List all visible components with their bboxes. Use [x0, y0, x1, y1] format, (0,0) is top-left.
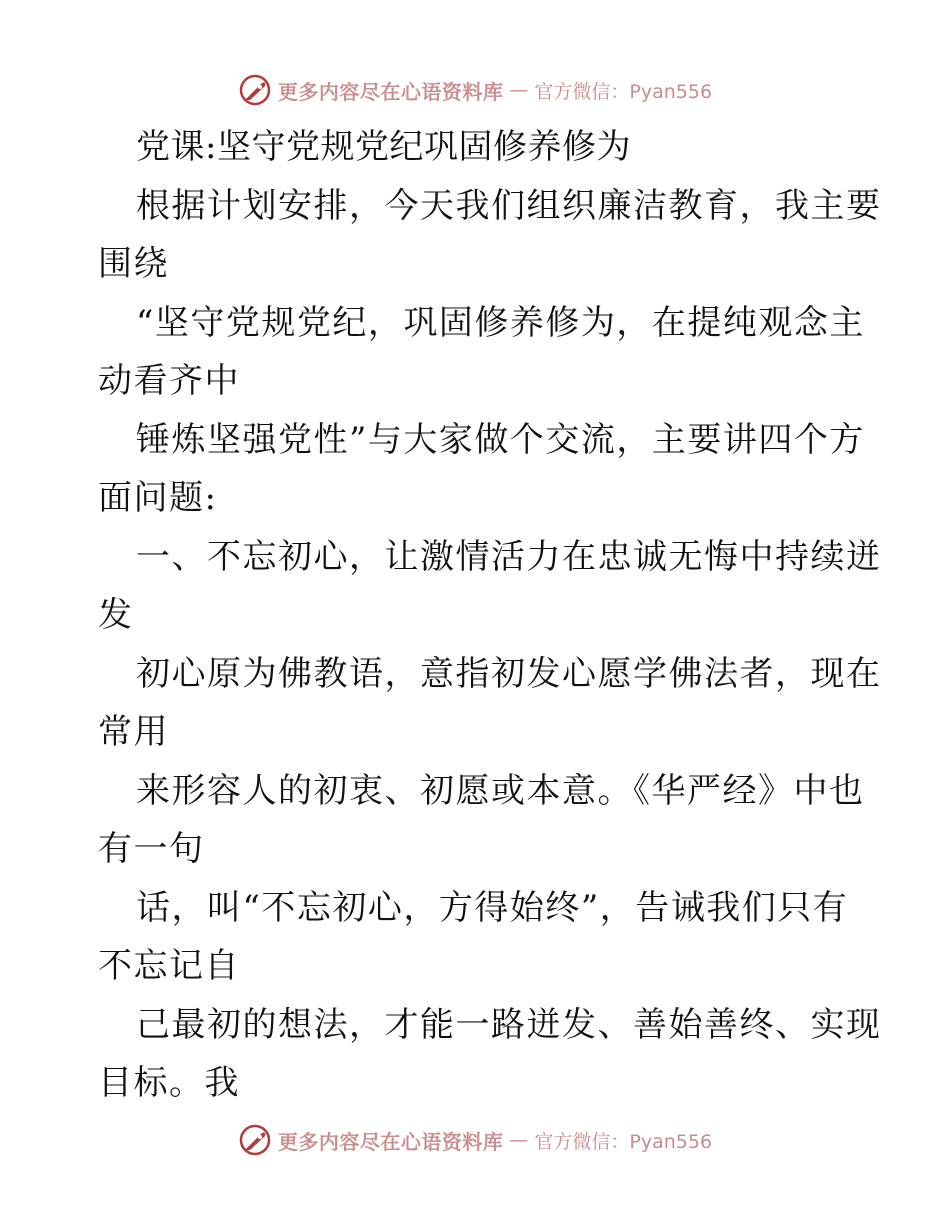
watermark-wechat: 官方微信：Pyan556 [534, 1130, 713, 1153]
paragraph-line: 常用 [98, 712, 169, 752]
paragraph-line: 围绕 [98, 244, 169, 284]
watermark-dash: — [509, 79, 529, 101]
footer-watermark [0, 1120, 950, 1160]
paragraph-line: 不忘记自 [98, 946, 240, 986]
paragraph-line: 面问题: [98, 478, 218, 518]
section-heading-continued: 发 [98, 595, 134, 635]
watermark-brand: 更多内容尽在心语资料库 [277, 79, 504, 104]
watermark-dash: — [509, 1129, 529, 1151]
watermark-wechat: 官方微信：Pyan556 [534, 80, 713, 103]
quill-logo-icon [238, 73, 272, 107]
paragraph-line: 动看齐中 [98, 361, 240, 401]
section-heading: 一、不忘初心，让激情活力在忠诚无悔中持续迸 [136, 536, 882, 577]
watermark-brand: 更多内容尽在心语资料库 [277, 1129, 504, 1154]
quill-logo-icon [238, 1123, 272, 1157]
paragraph-line: 己最初的想法，才能一路迸发、善始善终、实现 [136, 1004, 882, 1045]
document-title: 党课:坚守党规党纪巩固修养修为 [136, 127, 631, 167]
paragraph-line: 根据计划安排，今天我们组织廉洁教育，我主要 [136, 185, 882, 226]
paragraph-line: 有一句 [98, 829, 205, 869]
paragraph-line: 初心原为佛教语，意指初发心愿学佛法者，现在 [136, 653, 882, 694]
document-body [98, 118, 882, 1113]
paragraph-line: 来形容人的初衷、初愿或本意。《华严经》中也 [136, 770, 865, 811]
header-watermark [0, 70, 950, 110]
paragraph-line: “坚守党规党纪，巩固修养修为，在提纯观念主 [136, 302, 865, 343]
paragraph-line: 锤炼坚强党性”与大家做个交流，主要讲四个方 [136, 419, 865, 460]
paragraph-line: 目标。我 [98, 1063, 240, 1103]
paragraph-line: 话，叫“不忘初心，方得始终”，告诫我们只有 [136, 887, 849, 928]
